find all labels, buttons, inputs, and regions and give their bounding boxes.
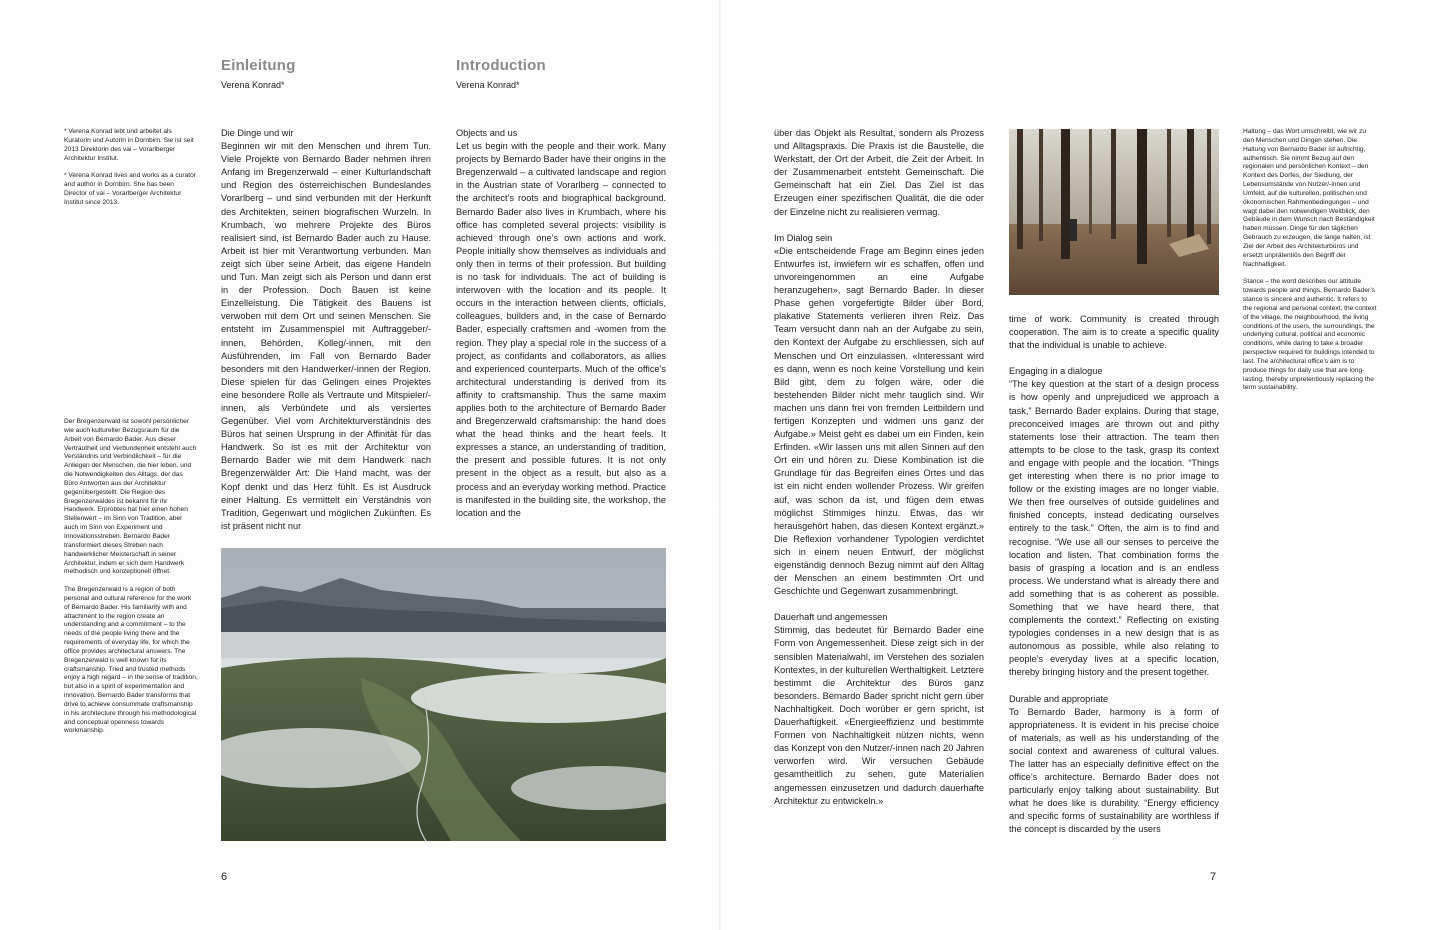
german-column-left <box>221 127 431 533</box>
paragraph: «Die entscheidende Frage am Beginn eines jeden Entwurfes ist, inwiefern wir es schaffen, offen und unvoreingenommen an eine Aufgabe heranzugehen», sagt Bernardo Bader. In dieser Phase gehen vorgefertigte Bilder über Bord, plakative Statements verlieren ihren Reiz. Das Team versucht dann nah an der Aufgabe zu sein, den Kontext der Aufgabe zu erschliessen, sich auf Menschen und Ort einzulassen. «Interessant wird es dann, wenn es noch keine Vorstellung und kein Bild gibt, dem zu folgen wäre, oder die bestehenden Bilder nicht mehr tauglich sind. Wir machen uns dann frei von fremden Leitbildern und fertigen Konzepten und widmen uns ganz der Aufgabe.» Meist geht es dabei um ein Finden, kein Erfinden. «Wir lassen uns mit allen Sinnen auf den Ort ein und hören zu. Diese Kombination ist die Grundlage für das Begreifen eines Ortes und das ist ein nicht enden wollender Prozess. Wir greifen auf, was schon da ist, und fügen dem etwas möglichst Stimmiges hinzu. Etwas, das wir herausgehört haben, das diesen Kontext ergänzt.» Die Reflexion vorhandener Typologien verdichtet sich in einem neuen Entwurf, der möglichst eigenständig dennoch Bezug nimmt auf den Alltag der Menschen an einem bestimmten Ort und Geschichte und Gegenwart zusammenbringt. <box>774 245 984 597</box>
subheading: Engaging in a dialogue <box>1009 366 1103 377</box>
subheading: Durable and appropriate <box>1009 693 1109 704</box>
right-margin-notes <box>1243 128 1377 402</box>
author-german: Verena Konrad* <box>221 80 285 90</box>
paragraph: über das Objekt als Resultat, sondern als Prozess und Alltagspraxis. Die Praxis ist die Baustelle, die Werkstatt, der Ort der Arbeit, die Zeit der Arbeit. In der Zusammenarbeit entsteht Gemeinschaft. Die Gemeinschaft hat ein Ziel. Das Ziel ist das Erzeugen einer spezifischen Qualität, die die oder der Einzelne nicht zu realisieren vermag. <box>774 128 984 217</box>
spine-gutter <box>719 0 721 930</box>
forest-photo <box>1009 129 1219 295</box>
margin-note: The Bregenzerwald is a region of both personal and cultural reference for the work of Bernardo Bader. His familiarity with and attachment to the region create an understanding and a commitment – to the needs of the people living there and the requirements of everyday life, for which the office provides architectural answers. The Bregenzerwald is well known for its craftsmanship. Tried and trusted methods enjoy a high regard – in the sense of tradition, but also in a spirit of experimentation and innovation. Bernardo Bader transforms that drive to achieve consummate craftsmanship in his architecture through his methodological and conceptual openness towards workmanship. <box>64 585 198 735</box>
german-column-right <box>774 127 984 808</box>
heading-german: Einleitung <box>221 57 296 74</box>
footnote: * Verena Konrad lebt und arbeitet als Kuratorin und Autorin in Dornbirn. Sie ist seit 2013 Direktorin des vai – Vorarlberger Architektur Institut. <box>64 128 194 162</box>
left-margin-notes <box>64 418 198 745</box>
subheading: Objects and us <box>456 128 518 138</box>
english-column-right <box>1009 313 1219 837</box>
forest-image <box>1009 129 1219 295</box>
paragraph: “The key question at the start of a design process is how openly and unprejudiced we approach a task,” Bernardo Bader explains. During that stage, preconceived images are thrown out and pithy statements lose their attraction. The team then attempts to be close to the task, grasp its context and engage with people and the location. “Things get interesting when there is no prior image to follow or the existing images are no longer viable. We then free ourselves of outside guidelines and finished concepts, instead dedicating ourselves entirely to the task.” Often, the aim is to find and recognise. “We use all our senses to perceive the location and listen. That combination forms the basis of grasping a location and is an endless process. We understand what is already there and add something that is as coherent as possible. Something that we have heard there, that complements the context.” Reflecting on existing typologies condenses in a new design that is as autonomous as possible, while also relating to people’s everyday lives at a specific location, thereby bringing history and the present together. <box>1009 379 1219 678</box>
paragraph: Beginnen wir mit den Menschen und ihrem Tun. Viele Projekte von Bernardo Bader nehmen ihren Anfang im Bregenzerwald – einer Kulturlandschaft und Region des österreichischen Bundeslandes Vorarlberg – und sind verbunden mit der Herkunft des Architekten, seinen biografischen Wurzeln. In Krumbach, wo mehrere Projekte des Büros realisiert sind, ist Bernardo Bader auch zu Hause. Arbeit ist hier mit Verantwortung verbunden. Man zeigt sich über seine Arbeit, das eigene Handeln und Tun. Man zeigt sich als Person und dann erst in der Profession. Doch Bauen ist keine Einzelleistung. Die Tätigkeit des Bauens ist verwoben mit dem Ort und seinen Menschen. Sie entsteht im Zusammenspiel mit Auftraggeber/-innen, Behörden, Kolleg/-innen, mit den Ausführenden, im Fall von Bernardo Bader besonders mit den Handwerker/-innen der Region. Diese spielen für das Gelingen eines Projektes eine besondere Rolle als Vertraute und Mitspieler/-innen, als Verbündete und als versiertes Gegenüber. Viel vom Architekturverständnis des Büros hat seinen Ursprung in der Affinität für das Handwerk. So ist es mit der Architektur von Bernardo Bader wie mit dem Handwerk nach Bregenzerwälder Art: Die Hand macht, was der Kopf denkt und das Herz fühlt. Es ist Ausdruck einer Haltung. Es vermittelt ein Verständnis von Tradition, Gegenwart und möglichen Zukünften. Es ist präsent nicht nur <box>221 141 431 531</box>
footnote: * Verena Konrad lives and works as a curator and author in Dornbirn. She has been Director of vai – Vorarlberger Architektur Institut since 2013. <box>64 172 196 206</box>
subheading: Im Dialog sein <box>774 232 833 243</box>
page-number-left: 6 <box>221 871 228 883</box>
paragraph: To Bernardo Bader, harmony is a form of appropriateness. It is evident in his precise choice of materials, as well as his understanding of the social context and awareness of cultural values. The latter has an especially definitive effect on the office’s architecture. Bernardo Bader does not particularly enjoy talking about sustainability. But what he does like is durability. “Energy efficiency and specific forms of sustainability are worthless if the concept is discarded by the users <box>1009 706 1219 835</box>
subheading: Die Dinge und wir <box>221 128 294 138</box>
paragraph: Stimmig, das bedeutet für Bernardo Bader eine Form von Angemessenheit. Diese zeigt sich in der sensiblen Materialwahl, im Verstehen des sozialen Kontextes, in der kulturellen Werthaltigkeit. Letztere bestimmt die Architektur des Büros ganz besonders. Bernardo Bader spricht nicht gern über Nachhaltigkeit. Doch worüber er gern spricht, ist Dauerhaftigkeit. «Energieeffizienz und bestimmte Formen von Nachhaltigkeit nützen nichts, wenn das Konzept von den Nutzer/-innen nach 20 Jahren verworfen wird. Wir versuchen Gebäude gesamtheitlich zu sehen, gute Materialien angemessen einzusetzen und dadurch dauerhafte Architektur zu entwickeln.» <box>774 625 984 806</box>
page-number-right: 7 <box>1210 871 1217 883</box>
margin-note: Der Bregenzerwald ist sowohl persönlicher wie auch kultureller Bezugsraum für die Arbeit von Bernardo Bader. Aus dieser Vertrautheit und Verbundenheit entsteht auch Verständnis und Verbindlichkeit – für die Anliegen der Menschen, die hier leben, und die Notwendigkeiten des Alltags, der das Büro Antworten aus der Architektur gegenübergestellt. Die Region des Bregenzerwaldes ist bekannt für ihr Handwerk. Erprobtes hat hier einen hohen Stellenwert – im Sinn von Tradition, aber auch im Sinn von Experiment und Innovationsstreben. Bernardo Bader transformiert dieses Streben nach handwerklicher Meisterschaft in seiner Architektur, indem er sich dem Handwerk methodisch und konzeptionell öffnet. <box>64 418 197 576</box>
paragraph: time of work. Community is created through cooperation. The aim is to create a specific quality that the individual is unable to achieve. <box>1009 314 1219 351</box>
author-footnotes <box>64 128 198 216</box>
margin-note: Haltung – das Wort umschreibt, wie wir zu den Menschen und Dingen stehen. Die Haltung von Bernardo Bader ist aufrichtig, authentisch. Sie nimmt Bezug auf den regionalen und persönlichen Kontext – den Kontext des Dorfes, der Siedlung, der Lebensumstände von Nutzer/-innen und Umfeld, auf die kulturellen, politischen und ökonomischen Rahmenbedingungen – und wagt dabei den notwendigen Weitblick, den Gebäude in dem Wunsch nach Beständigkeit haben müssen. Dinge für den täglichen Gebrauch zu erzeugen, die lange halten, ist Ziel der Arbeit des Architekturbüros und ersetzt unprätentiös den Begriff der Nachhaltigkeit. <box>1243 128 1375 268</box>
subheading: Dauerhaft und angemessen <box>774 612 888 623</box>
margin-note: Stance – the word describes our attitude towards people and things. Bernardo Bader’s stance is sincere and authentic. It refers to the regional and personal context, the context of the village, the neighbourhood, the living conditions of the users, the surroundings, the underlying cultural, political and economic conditions, while daring to take a broader perspective required for buildings intended to last. The architectural office’s aim is to produce things for daily use that are long-lasting, thereby unpretentiously replacing the term sustainability. <box>1243 278 1377 392</box>
english-column-left <box>456 127 666 520</box>
author-english: Verena Konrad* <box>456 80 520 90</box>
heading-english: Introduction <box>456 57 546 74</box>
landscape-photo <box>221 548 666 841</box>
paragraph: Let us begin with the people and their work. Many projects by Bernardo Bader have their origins in the Bregenzerwald – a cultivated landscape and region in the Austrian state of Vorarlberg – connected to the architect’s roots and biographical background. Bernardo Bader also lives in Krumbach, where his office has completed several projects: visibility is achieved through one’s own actions and work. People initially show themselves as individuals and only then in terms of their profession. But building is no task for individuals. The act of building is interwoven with the location and its people. It occurs in the interaction between clients, officials, colleagues, builders and, in the case of Bernardo Bader, especially craftsmen and -women from the region. They play a special role in the success of a project, as confidants and collaborators, as allies and experienced counterparts. Much of the office’s architectural understanding is derived from its affinity to craftsmanship. Thus the same maxim applies both to the architecture of Bernardo Bader and Bregenzerwald craftsmanship: the hand does what the head thinks and the heart feels. It expresses a stance, an understanding of tradition, the present and possible futures. It is not only present in the object as a result, but also as a process and an everyday working method. Practice is manifested in the building site, the workshop, the location and the <box>456 141 666 518</box>
valley-fog-image <box>221 548 666 841</box>
